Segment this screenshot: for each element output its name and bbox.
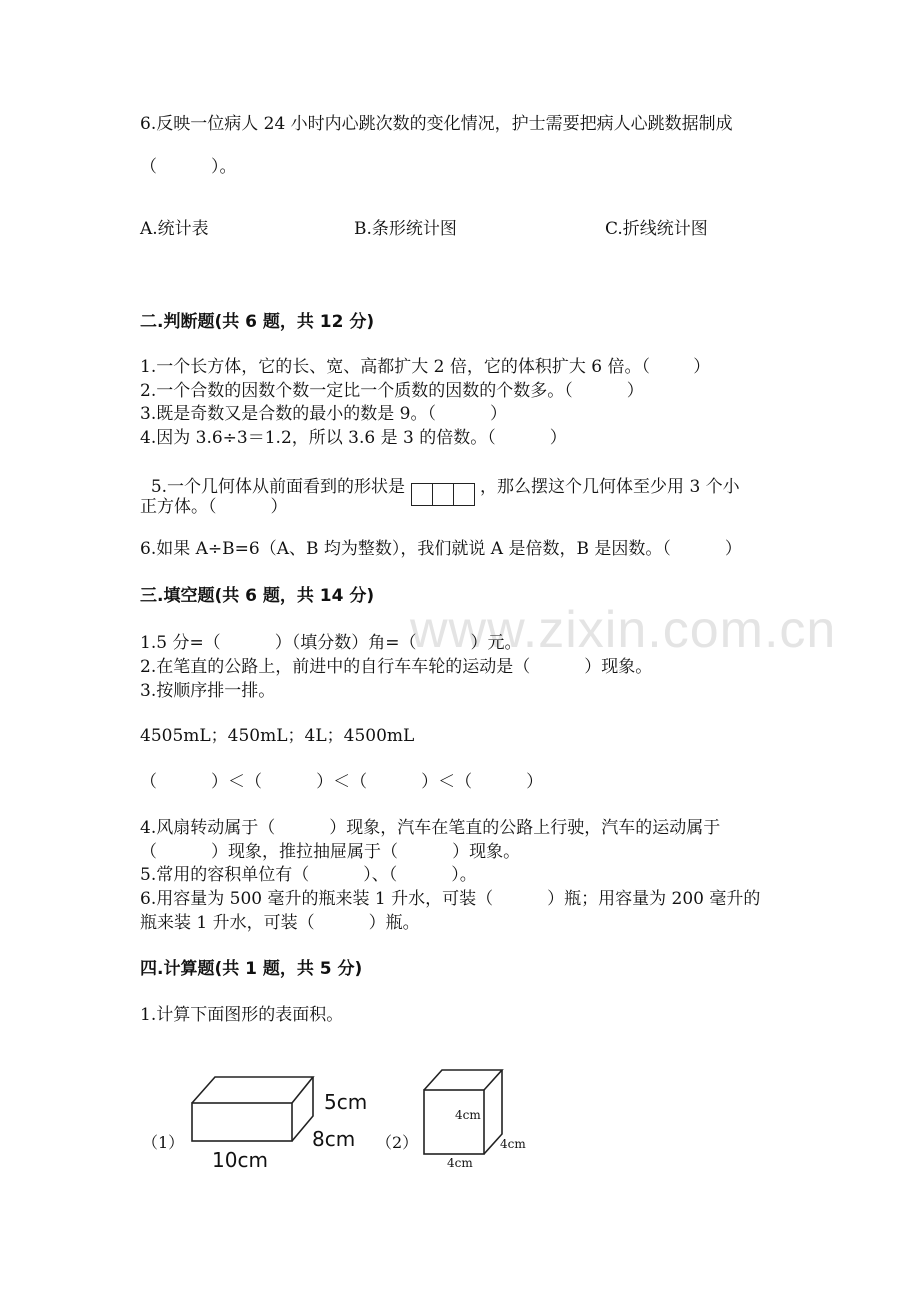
s3-item-5: 5.常用的容积单位有（ ）、（ ）。 <box>140 865 477 885</box>
q6-option-c: C.折线统计图 <box>605 219 708 239</box>
s2-item-5-pre: 5.一个几何体从前面看到的形状是 <box>150 477 406 497</box>
section3-title: 三.填空题(共 6 题，共 14 分) <box>140 586 375 606</box>
fig2-bottom-label: 4cm <box>447 1156 473 1170</box>
s3-item-6-line2: 瓶来装 1 升水，可装（ ）瓶。 <box>140 913 420 933</box>
q6-line2: （ ）。 <box>140 157 237 177</box>
fig1-label: （1） <box>142 1133 185 1152</box>
s2-item-5-line2: 正方体。（ ） <box>140 497 288 517</box>
fig2-label: （2） <box>376 1133 419 1152</box>
fig1-length-label: 10cm <box>212 1148 268 1172</box>
fig1-width-label: 8cm <box>312 1127 356 1151</box>
three-square-front-view <box>411 483 474 512</box>
q6-line1: 6.反映一位病人 24 小时内心跳次数的变化情况，护士需要把病人心跳数据制成 <box>140 114 733 134</box>
q6-option-b: B.条形统计图 <box>354 219 457 239</box>
q6-option-a: A.统计表 <box>140 219 209 239</box>
s2-item-6: 6.如果 A÷B=6（A、B 均为整数），我们就说 A 是倍数，B 是因数。（ ） <box>140 539 742 559</box>
s2-item-2: 2.一个合数的因数个数一定比一个质数的因数的个数多。（ ） <box>140 381 644 401</box>
watermark: www.zixin.com.cn <box>410 601 837 659</box>
fig2-front-label: 4cm <box>455 1108 481 1122</box>
section4-title: 四.计算题(共 1 题，共 5 分) <box>140 959 363 979</box>
s3-item-4-line1: 4.风扇转动属于（ ）现象，汽车在笔直的公路上行驶，汽车的运动属于 <box>140 818 721 838</box>
s2-item-1: 1.一个长方体，它的长、宽、高都扩大 2 倍，它的体积扩大 6 倍。（ ） <box>140 357 711 377</box>
s2-item-5 <box>140 451 740 502</box>
s3-item-3: 3.按顺序排一排。 <box>140 681 276 701</box>
s3-order: （ ）＜（ ）＜（ ）＜（ ） <box>140 772 544 792</box>
s3-item-1: 1.5 分=（ ）（填分数）角=（ ）元。 <box>140 633 522 653</box>
s3-item-4-line2: （ ）现象，推拉抽屉属于（ ）现象。 <box>140 842 521 862</box>
s3-item-6-line1: 6.用容量为 500 毫升的瓶来装 1 升水，可装（ ）瓶；用容量为 200 毫升的 <box>140 889 761 909</box>
fig2-side-label: 4cm <box>500 1137 526 1151</box>
cuboid-figure <box>185 1072 315 1144</box>
s2-item-5-post: ，那么摆这个几何体至少用 3 个小 <box>480 477 740 497</box>
section2-title: 二.判断题(共 6 题，共 12 分) <box>140 312 375 332</box>
s2-item-4: 4.因为 3.6÷3＝1.2，所以 3.6 是 3 的倍数。（ ） <box>140 428 567 448</box>
s4-item-1: 1.计算下面图形的表面积。 <box>140 1005 344 1025</box>
fig1-height-label: 5cm <box>324 1090 368 1114</box>
s2-item-3: 3.既是奇数又是合数的最小的数是 9。（ ） <box>140 404 507 424</box>
s3-item-2: 2.在笔直的公路上，前进中的自行车车轮的运动是（ ）现象。 <box>140 657 653 677</box>
s3-values: 4505mL；450mL；4L；4500mL <box>140 726 415 746</box>
